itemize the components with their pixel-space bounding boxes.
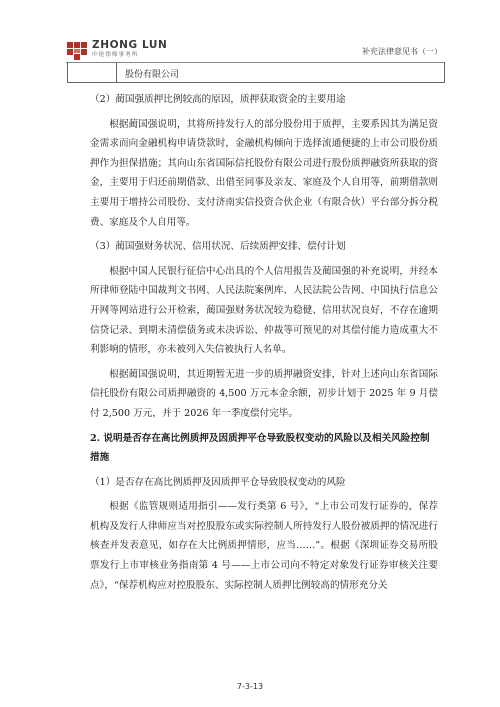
section-heading-pledge-reason: （2）蔺国强质押比例较高的原因，质押获取资金的主要用途 <box>90 94 346 105</box>
logo-chinese: 中伦律师事务所 <box>92 52 139 58</box>
section-heading-risk-control: 2. 说明是否存在高比例质押及因质押平仓导致股权变动的风险以及相关风险控制措施 <box>90 432 430 464</box>
section-heading-financial-status: （3）蔺国强财务状况、信用状况、后续质押安排、偿付计划 <box>90 241 346 253</box>
paragraph: 根据中国人民银行征信中心出具的个人信用报告及蔺国强的补充说明，并经本所律师登陆中国裁判文书网、人民法院案例库、人民法院公告网、中国执行信息公开网等网站进行公开检索，蔺国强财务状况较为稳健、信用状况良好，不存在逾期信贷记录、到期未清偿债务或未决诉讼、仲裁等可预见的对其偿付能力造成重大不利影响的情形，亦未被列入失信被执行人名单。 <box>90 265 438 356</box>
page-number: 7-3-13 <box>236 682 264 691</box>
paragraph: 根据蔺国强说明，其近期暂无进一步的质押融资安排，针对上述向山东省国际信托股份有限公司质押融资的 4,500 万元本金余额，初步计划于 2025 年 9 月偿付 2,500 万元，并于 2026 年一季度偿付完毕。 <box>90 368 438 419</box>
page-header <box>66 40 444 62</box>
table-cell-divider <box>116 62 117 82</box>
document-body <box>90 90 438 595</box>
paragraph: 根据蔺国强说明，其将所持发行人的部分股份用于质押，主要系因其为满足资金需求而向金融机构申请贷款时，金融机构倾向于选择流通便捷的上市公司股份质押作为担保措施；其向山东省国际信托股份有限公司进行股份质押融资所获取的资金，主要用于归还前期借款、出借至同事及亲友、家庭及个人自用等，前期借款则主要用于增持公司股份、支付济南实信投资合伙企业（有限合伙）平台部分拆分税费、家庭及个人自用等。 <box>90 118 438 228</box>
zhonglun-logo-icon <box>66 41 88 61</box>
subsection-heading-pledge-risk: （1）是否存在高比例质押及因质押平仓导致股权变动的风险 <box>90 476 346 488</box>
document-title: 补充法律意见书（一） <box>362 47 442 56</box>
logo-english: ZHONG LUN <box>92 39 168 51</box>
table-cell-text: 股份有限公司 <box>125 70 180 80</box>
logo-text <box>92 40 167 60</box>
paragraph: 根据《监管规则适用指引——发行类第 6 号》，“上市公司发行证券的，保荐机构及发行人律师应当对控股股东或实际控制人所持发行人股份被质押的情况进行核查并发表意见，如存在大比例质押情形，应当……”。根据《深圳证券交易所股票发行上市审核业务指南第 4 号——上市公司向不特定对象发行证券审核关注要点》，“保荐机构应对控股股东、实际控制人质押比例较高的情形充分关 <box>90 501 438 591</box>
table-fragment <box>67 62 445 83</box>
